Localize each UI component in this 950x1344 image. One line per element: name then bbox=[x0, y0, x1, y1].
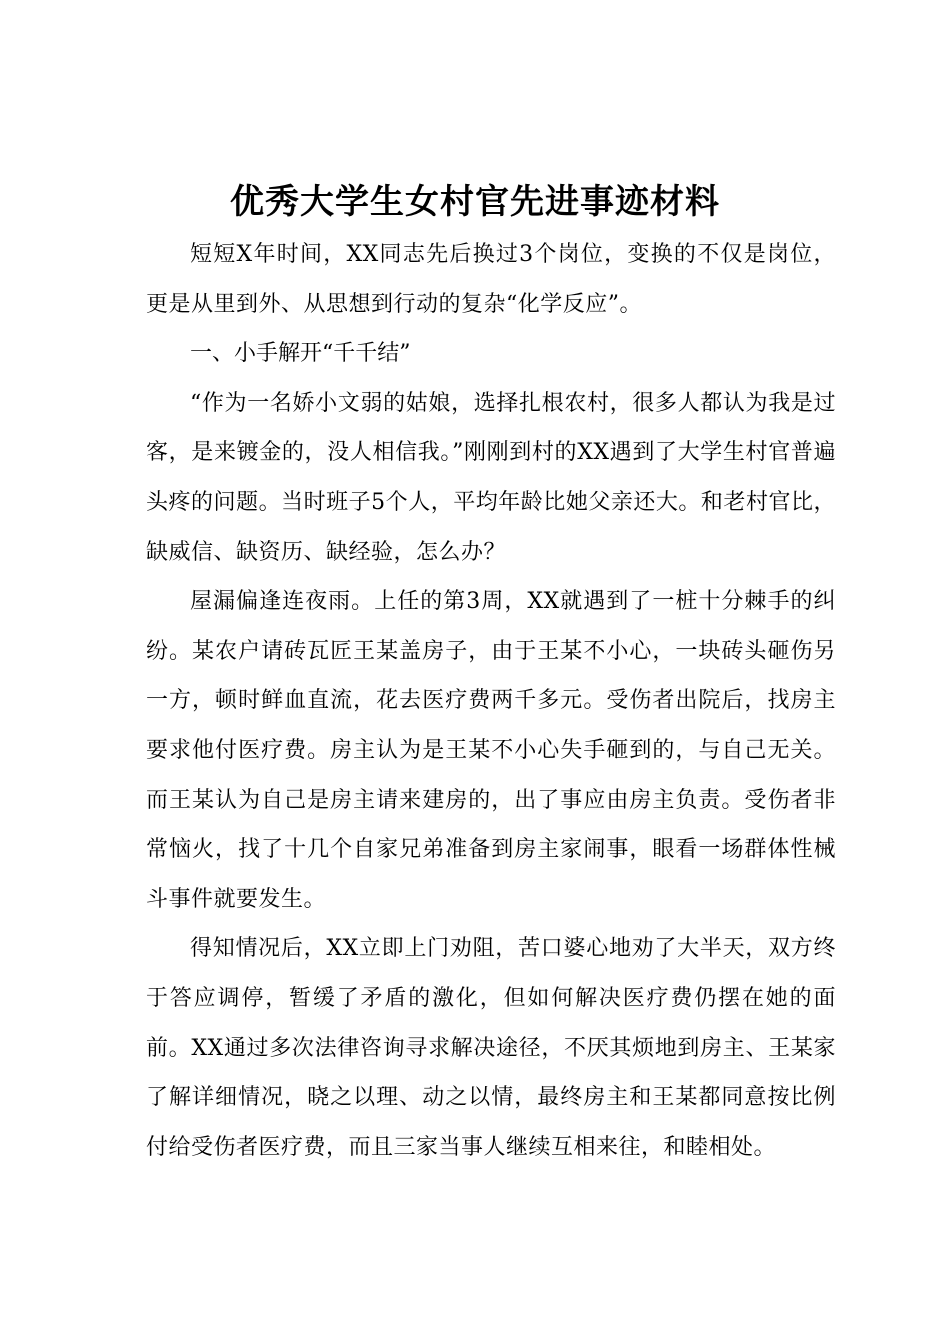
document-title: 优秀大学生女村官先进事迹材料 bbox=[230, 182, 720, 222]
section-heading: 一、小手解开“千千结” bbox=[190, 341, 411, 367]
body-paragraph: 屋漏偏逢连夜雨。上任的第3周，XX就遇到了一桩十分棘手的纠纷。某农户请砖瓦匠王某盖房子，由于王某不小心，一块砖头砸伤另一方，顿时鲜血直流，花去医疗费两千多元。受伤者出院后，找房主要求他付医疗费。房主认为是王某不小心失手砸到的，与自己无关。而王某认为自己是房主请来建房的，出了事应由房主负责。受伤者非常恼火，找了十几个自家兄弟准备到房主家闹事，眼看一场群体性械斗事件就要发生。 bbox=[146, 589, 836, 912]
body-paragraph: “作为一名娇小文弱的姑娘，选择扎根农村，很多人都认为我是过客，是来镀金的，没人相信我。”刚刚到村的XX遇到了大学生村官普遍头疼的问题。当时班子5个人，平均年龄比她父亲还大。和老村官比，缺威信、缺资历、缺经验，怎么办？ bbox=[146, 390, 836, 565]
document-body bbox=[146, 230, 836, 1172]
intro-paragraph: 短短X年时间，XX同志先后换过3个岗位，变换的不仅是岗位，更是从里到外、从思想到行动的复杂“化学反应”。 bbox=[146, 242, 836, 317]
body-paragraph: 得知情况后，XX立即上门劝阻，苦口婆心地劝了大半天，双方终于答应调停，暂缓了矛盾的激化，但如何解决医疗费仍摆在她的面前。XX通过多次法律咨询寻求解决途径，不厌其烦地到房主、王某家了解详细情况，晓之以理、动之以情，最终房主和王某都同意按比例付给受伤者医疗费，而且三家当事人继续互相来往，和睦相处。 bbox=[146, 936, 836, 1160]
